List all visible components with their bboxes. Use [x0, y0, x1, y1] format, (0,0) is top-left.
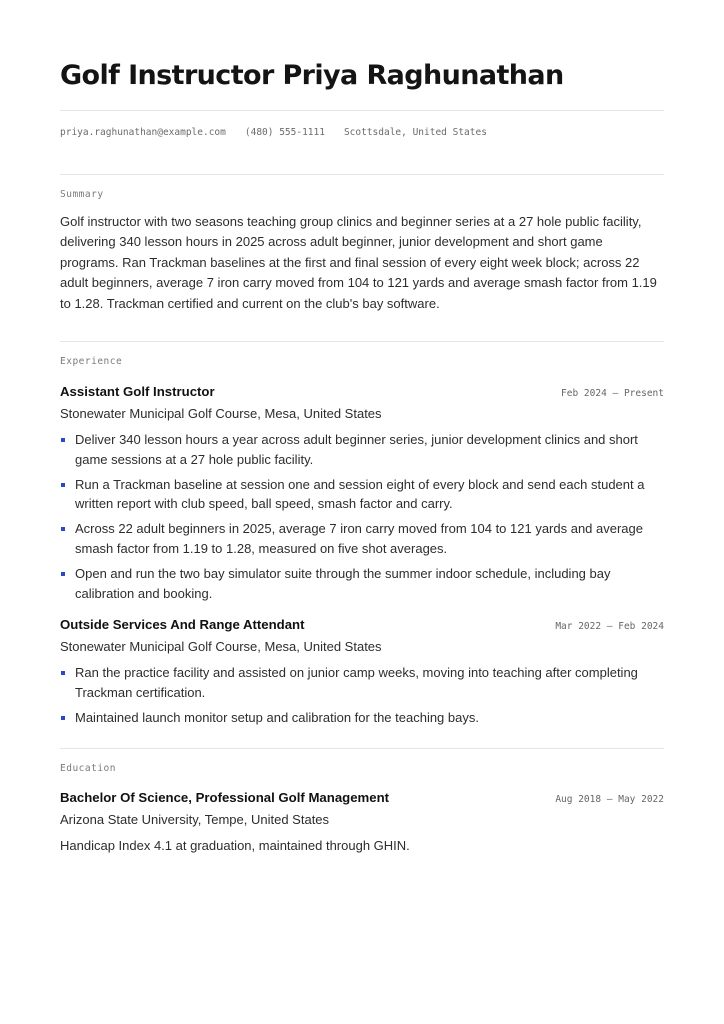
- bullet-square-icon: [61, 716, 65, 720]
- list-item: [60, 430, 664, 469]
- job-employer: Stonewater Municipal Golf Course, Mesa, United States: [60, 639, 382, 655]
- bullet-square-icon: [61, 671, 65, 675]
- list-item: [60, 564, 664, 603]
- experience-heading: Experience: [60, 356, 123, 368]
- job-dates: Mar 2022 — Feb 2024: [555, 621, 664, 633]
- experience-entry: [60, 616, 664, 727]
- experience-entry: [60, 383, 664, 603]
- contact-location: Scottsdale, United States: [343, 127, 487, 138]
- school-name: Arizona State University, Tempe, United States: [60, 811, 330, 827]
- education-dates: Aug 2018 — May 2022: [555, 793, 664, 805]
- bullet-text: Open and run the two bay simulator suite through the summer indoor schedule, including bay calibration and booking.: [75, 566, 611, 601]
- resume-page: [60, 0, 664, 855]
- bullet-text: Run a Trackman baseline at session one and session eight of every block and send each student a written report with club speed, ball speed, smash factor and carry.: [75, 476, 645, 512]
- list-item: [60, 708, 664, 728]
- education-heading: Education: [60, 762, 116, 774]
- contact-line: [60, 126, 664, 139]
- education-note: Handicap Index 4.1 at graduation, maintained through GHIN.: [60, 837, 410, 853]
- list-item: [60, 475, 664, 514]
- experience-divider: [60, 341, 664, 342]
- bullet-text: Across 22 adult beginners in 2025, average 7 iron carry moved from 104 to 121 yards and average smash factor from 1.19 to 1.28, measured on five shot averages.: [75, 521, 644, 556]
- list-item: [60, 519, 664, 558]
- page-title: Golf Instructor Priya Raghunathan: [60, 60, 564, 91]
- bullet-text: Maintained launch monitor setup and calibration for the teaching bays.: [75, 709, 479, 725]
- job-employer: Stonewater Municipal Golf Course, Mesa, United States: [60, 406, 382, 422]
- job-title: Assistant Golf Instructor: [60, 384, 215, 400]
- header-divider: [60, 110, 664, 111]
- list-item: [60, 663, 664, 702]
- bullet-text: Ran the practice facility and assisted on junior camp weeks, moving into teaching after completing Trackman certification.: [75, 665, 638, 700]
- contact-divider: [60, 174, 664, 175]
- bullet-square-icon: [61, 572, 65, 576]
- education-entry: [60, 789, 664, 855]
- bullet-square-icon: [61, 483, 65, 487]
- job-bullets: [60, 430, 664, 603]
- summary-text: Golf instructor with two seasons teaching group clinics and beginner series at a 27 hole public facility, delivering 340 lesson hours in 2025 across adult beginner, junior development and short game programs. Ran Trackman baselines at the first and final session of every eight week block; across 22 adult beginners, average 7 iron carry moved from 104 to 121 yards and average smash factor from 1.19 to 1.28. Trackman certified and current on the club's bay software.: [60, 214, 657, 311]
- contact-phone[interactable]: (480) 555-1111: [244, 127, 325, 138]
- summary-heading: Summary: [60, 189, 104, 200]
- job-bullets: [60, 663, 664, 727]
- bullet-square-icon: [61, 438, 65, 442]
- bullet-square-icon: [61, 527, 65, 531]
- degree-title: Bachelor Of Science, Professional Golf Management: [60, 789, 390, 805]
- education-divider: [60, 748, 664, 749]
- job-title: Outside Services And Range Attendant: [60, 617, 305, 633]
- contact-email[interactable]: priya.raghunathan@example.com: [60, 127, 226, 138]
- bullet-text: Deliver 340 lesson hours a year across adult beginner series, junior development clinics and short game sessions at a 27 hole public facility.: [75, 432, 638, 467]
- job-dates: Feb 2024 — Present: [561, 388, 664, 400]
